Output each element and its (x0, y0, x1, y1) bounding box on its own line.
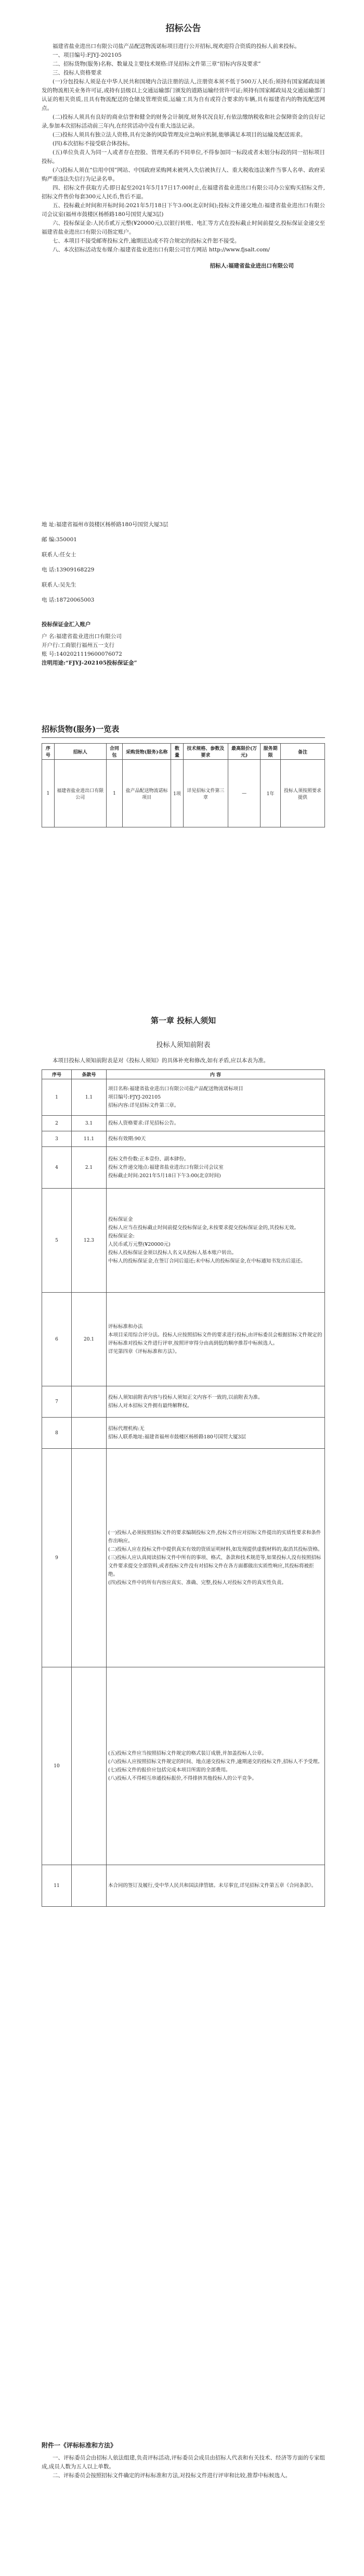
table-header-cell: 招标人 (54, 744, 106, 760)
goods-table (42, 743, 325, 827)
content-line: (七)投标文件的报价应包括完成本项目所需的全部费用。 (108, 1767, 231, 1773)
announcement-item: 五、投标截止时间和开标时间:2021年5月18日下午3:00(北京时间);投标文件递交地点:福建省盐业进出口有限公司会议室(福州市鼓楼区杨桥路180号国贸大厦3层) (42, 202, 325, 218)
chapter-intro: 本项目投标人须知前附表是对《投标人须知》的具体补充和修改,如有矛盾,应以本表为准。 (53, 1057, 269, 1064)
content-cell (107, 1865, 325, 1907)
table-row (42, 1131, 325, 1147)
content-line: (五)投标文件应当按照招标文件规定的格式装订成册,并加盖投标人公章。 (108, 1750, 267, 1756)
clause-number (72, 1667, 107, 1865)
content-line: 投标人应当在投标截止时间前提交投标保证金,未按要求提交投标保证金的,其投标无效。 (108, 1225, 300, 1231)
content-line: 招标代理机构:无 (108, 1425, 145, 1432)
table-row (42, 1386, 325, 1418)
announcement-signature: 招标人:福建省盐业进出口有限公司 (210, 263, 294, 269)
content-cell (107, 1131, 325, 1147)
table-row (42, 1189, 325, 1293)
instructions-table (42, 1069, 325, 1907)
content-line: 项目编号:FJYJ-202105 (108, 1094, 161, 1100)
content-line: 投标文件份数:正本壹份、副本肆份。 (108, 1156, 189, 1162)
content-line: (八)投标人不得相互串通投标报价,不得排挤其他投标人的公平竞争。 (108, 1775, 257, 1781)
row-number: 4 (42, 1147, 72, 1189)
appendix-paragraphs (42, 2454, 325, 2480)
row-number: 1 (42, 1079, 72, 1116)
content-line: (六)投标人应按照招标文件规定的时间、地点递交投标文件,逾期递交的投标文件,招标人不予受理。 (108, 1758, 323, 1765)
announcement-item: (二)投标人须具有良好的商业信誉和健全的财务会计制度,财务状况良好,有依法缴纳税收和社会保障资金的良好记录,参加本次招标活动前三年内,在经营活动中没有重大违法记录。 (42, 114, 325, 129)
table-row (42, 1449, 325, 1667)
row-number: 5 (42, 1189, 72, 1293)
table-cell: 1 (42, 760, 55, 827)
content-line: 招标内容:详见招标文件第三章。 (108, 1102, 179, 1108)
announcement-item: 一、项目编号:FJYJ-202105 (53, 52, 122, 58)
table-cell: 详见招标文件第三章 (183, 760, 228, 827)
content-line: 中标人的投标保证金,在签订合同后退还;未中标人的投标保证金,在中标通知书发出后退还。 (108, 1258, 306, 1264)
contact-phone-2: 电 话:18720065003 (42, 597, 95, 603)
announcement-items (42, 51, 325, 254)
table-header-cell: 采购货物(服务)名称 (123, 744, 171, 760)
table-header-cell: 内 容 (107, 1070, 325, 1079)
clause-number: 1.1 (72, 1079, 107, 1116)
table-cell: 福建省盐业进出口有限公司 (54, 760, 106, 827)
content-line: 投标人须知前附表内容与投标人须知正文内容不一致的,以前附表为准。 (108, 1394, 263, 1400)
content-line: 投标有效期:90天 (108, 1136, 146, 1142)
announcement-section (42, 21, 325, 271)
table-header-cell: 备注 (281, 744, 325, 760)
content-cell (107, 1189, 325, 1293)
deposit-title: 投标保证金汇入账户 (42, 621, 91, 628)
deposit-account-no: 账 号:1402021119600076072 (42, 651, 122, 657)
announcement-item: 二、招标货物(服务)名称、数量及主要技术规格:详见招标文件第三章“招标内容及要求” (53, 61, 261, 67)
announcement-item: (四)本次招标不接受联合体投标。 (53, 141, 134, 147)
contact-person: 联系人:任女士 (42, 552, 76, 558)
content-line: 评标标准和办法 (108, 1323, 143, 1330)
content-line: 投标保证金 (108, 1216, 133, 1222)
announcement-item: (三)投标人须具有独立法人资格,具有完备的风险管理及应急响应机制,能够满足本项目的运输及配送需求。 (53, 132, 306, 138)
clause-number (72, 1449, 107, 1667)
clause-number: 11.1 (72, 1131, 107, 1147)
content-cell (107, 1147, 325, 1189)
table-row (42, 1418, 325, 1449)
row-number: 3 (42, 1131, 72, 1147)
content-line: 招标人联系地址:福建省福州市鼓楼区杨桥路180号国贸大厦3层 (108, 1434, 246, 1440)
table-header-cell: 数量 (171, 744, 184, 760)
table-row (42, 1079, 325, 1116)
content-line: 招标人对本招标文件拥有最终解释权。 (108, 1402, 192, 1409)
deposit-note: 注明用途:“FJYJ-202105投标保证金” (42, 660, 137, 666)
content-line: 投标人投标保证金须以投标人名义从投标人基本账户转出。 (108, 1249, 237, 1256)
content-line: (一)投标人必须按照招标文件的要求编制投标文件,投标文件应对招标文件提出的实质性要求和条件作出响应。 (108, 1529, 321, 1544)
divider (42, 737, 325, 738)
deposit-bank: 开户行:工商银行福州五一支行 (42, 642, 115, 648)
content-cell (107, 1079, 325, 1116)
goods-table-title: 招标货物(服务)一览表 (42, 724, 120, 734)
content-line: 投标保证金: (108, 1233, 135, 1239)
announcement-item: 八、本次招标活动发布媒介:福建省盐业进出口有限公司官方网站 http://www.fjsalt.com/ (53, 247, 270, 253)
deposit-account-name: 户 名:福建省盐业进出口有限公司 (42, 633, 122, 640)
clause-number (72, 1418, 107, 1449)
appendix-title: 附件一《评标标准和方法》 (42, 2442, 117, 2449)
row-number: 9 (42, 1449, 72, 1667)
content-cell (107, 1116, 325, 1131)
contact-postcode: 邮 编:350001 (42, 537, 77, 543)
row-number: 10 (42, 1667, 72, 1865)
chapter-title: 第一章 投标人须知 (150, 1016, 216, 1025)
row-number: 2 (42, 1116, 72, 1131)
row-number: 11 (42, 1865, 72, 1907)
appendix-section (42, 2441, 325, 2480)
table-cell: 1 (106, 760, 122, 827)
contact-phone: 电 话:13909168229 (42, 567, 95, 573)
chapter-subtitle: 投标人须知前附表 (156, 1041, 211, 1049)
content-line: 项目名称:福建省盐业进出口有限公司盐产品配送物流诺标项目 (108, 1086, 243, 1092)
content-line: (二)投标人应在投标文件中提供真实有效的资质证明材料,如发现提供虚假材料的,取消其投标资格。 (108, 1546, 323, 1552)
clause-number: 2.1 (72, 1147, 107, 1189)
table-row (42, 1293, 325, 1386)
table-header-cell: 条款号 (72, 1070, 107, 1079)
announcement-item: (六)投标人须在“信用中国”网站、中国政府采购网未被列入失信被执行人、重大税收违法案件当事人名单、政府采购严重违法失信行为记录名单。 (42, 167, 325, 182)
content-cell (107, 1386, 325, 1418)
content-cell (107, 1449, 325, 1667)
table-header-cell: 最高限价(万元) (228, 744, 261, 760)
table-header-cell: 服务期限 (261, 744, 281, 760)
table-cell: 盐产品配送物流诺标项目 (123, 760, 171, 827)
table-header-cell: 序号 (42, 1070, 72, 1079)
announcement-item: (五)单位负责人为同一人或者存在控股、管理关系的不同单位,不得参加同一标段或者未划分标段的同一招标项目投标。 (42, 149, 325, 164)
table-row (42, 1116, 325, 1131)
contact-section (42, 520, 325, 668)
content-line: 投标文件递交地点:福建省盐业进出口有限公司会议室 (108, 1164, 224, 1170)
announcement-item: 四、招标文件获取方式:即日起至2021年5月17日17:00时止,在福建省盐业进出口有限公司办公室购买招标文件,招标文件售价每套300元人民币,售后不退。 (42, 185, 325, 200)
table-header-cell: 技术规格、参数及要求 (183, 744, 228, 760)
content-line: 人民币贰万元整(¥20000元) (108, 1241, 171, 1247)
content-line: (三)投标人应认真阅读招标文件中所有的事项、格式、条款和技术规范等,如果投标人没有按照招标文件要求提交全部资料,或者投标文件没有对招标文件在各方面都做出实质性响应,其投标将被拒绝。 (108, 1554, 321, 1577)
instructions-table-header (42, 1070, 325, 1079)
announcement-title: 招标公告 (165, 23, 201, 34)
table-cell: 1年 (261, 760, 281, 827)
content-line: 详见第四章《评标标准和方法》。 (108, 1348, 180, 1355)
appendix-paragraph: 一、评标委员会由招标人依法组建,负责评标活动,评标委员会成员由招标人代表和有关技术、经济等方面的专家组成,成员人数为五人以上单数。 (42, 2455, 325, 2470)
content-line: 投标人资格要求:详见招标公告。 (108, 1120, 179, 1126)
table-header-cell: 合同包 (106, 744, 122, 760)
table-header-cell: 序号 (42, 744, 55, 760)
table-cell: — (228, 760, 261, 827)
clause-number (72, 1865, 107, 1907)
content-line: 本合同的签订及履行,受中华人民共和国法律管辖。未尽事宜,详见招标文件第五章《合同条款》。 (108, 1882, 317, 1889)
appendix-paragraph: 二、评标委员会按照招标文件确定的评标标准和方法,对投标文件进行评审和比较,推荐中标候选人。 (53, 2472, 291, 2479)
table-row (42, 1667, 325, 1865)
goods-table-header (42, 744, 325, 760)
table-row (42, 1147, 325, 1189)
chapter-section (42, 1015, 325, 1907)
row-number: 6 (42, 1293, 72, 1386)
table-row (42, 760, 325, 827)
content-cell (107, 1293, 325, 1386)
announcement-item: 七、本项目不接受邮寄投标文件,逾期送达或不符合规定的投标文件恕不接受。 (53, 238, 240, 244)
content-line: (四)投标文件中的所有内容应真实、准确、完整,投标人对投标文件的真实性负责。 (108, 1579, 287, 1586)
clause-number (72, 1386, 107, 1418)
contact-address: 地 址:福建省福州市鼓楼区杨桥路180号国贸大厦3层 (42, 521, 168, 528)
table-cell: 1项 (171, 760, 184, 827)
clause-number: 12.3 (72, 1189, 107, 1293)
contact-person-2: 联系人:吴先生 (42, 582, 76, 588)
content-cell (107, 1667, 325, 1865)
goods-table-section (42, 723, 325, 827)
announcement-intro: 福建省盐业进出口有限公司盐产品配送物流诺标项目进行公开招标,现欢迎符合资质的投标人前来投标。 (53, 43, 300, 49)
content-line: 投标截止时间:2021年5月18日下午3:00(北京时间) (108, 1172, 221, 1179)
row-number: 8 (42, 1418, 72, 1449)
announcement-item: 六、投标保证金:人民币贰万元整(¥20000元),以银行转账、电汇等方式在投标截止时间前提交,投标保证金递交至福建省盐业进出口有限公司指定账户。 (42, 220, 325, 235)
content-line: 本项目采用综合评分法。投标人应按照招标文件的要求进行投标,由评标委员会根据招标文件规定的评标标准对投标文件进行评审,按照评审得分由高到低的顺序推荐中标候选人。 (108, 1332, 322, 1346)
row-number: 7 (42, 1386, 72, 1418)
table-cell: 投标人须按照要求提供 (281, 760, 325, 827)
announcement-item: 三、投标人资格要求 (53, 70, 102, 76)
announcement-item: (一)分包投标人须是在中华人民共和国境内合法注册的法人,注册资本须不低于500万人民币;须持有国家邮政局颁发的物流相关业务许可证,或持有县级以上交通运输部门颁发的道路运输经营许可证;须持有国家邮政局及交通运输部门认证的相关资质,且具有物流配送的仓储及管理资质,运输工具为自有或符合要求的车辆,具有福建省内的物流配送网点。 (42, 79, 325, 111)
clause-number: 3.1 (72, 1116, 107, 1131)
content-cell (107, 1418, 325, 1449)
clause-number: 20.1 (72, 1293, 107, 1386)
table-row (42, 1865, 325, 1907)
